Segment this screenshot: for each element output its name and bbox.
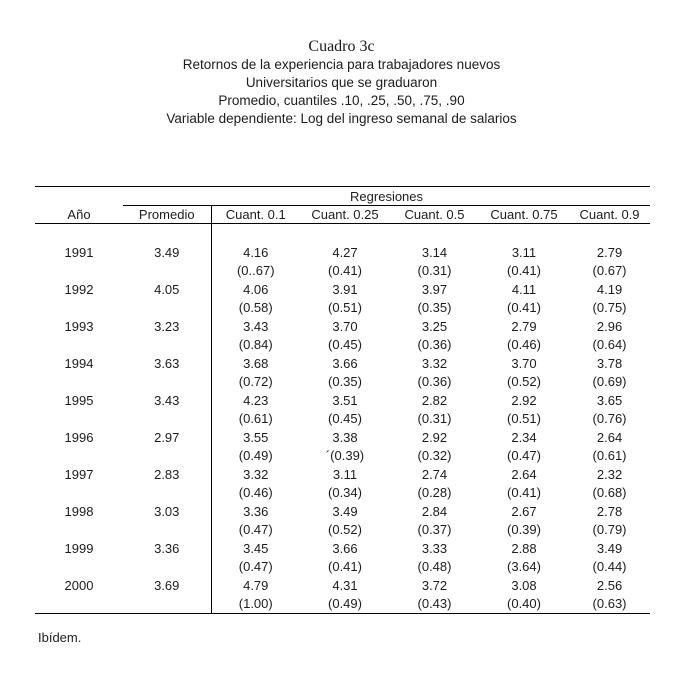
quantile-value-cell: 3.70 <box>332 318 358 334</box>
year-cell: 1998 <box>64 503 94 519</box>
quantile-value-cell: 3.70 <box>511 355 537 371</box>
quantile-se-cell: (0.35) <box>328 374 362 390</box>
quantile-se-cell: (0.41) <box>507 485 541 501</box>
subtitle-line-4: Variable dependiente: Log del ingreso semanal de salarios <box>166 111 517 126</box>
regression-table <box>35 186 650 614</box>
promedio-cell: 2.97 <box>154 429 180 445</box>
year-cell: 1994 <box>64 355 94 371</box>
quantile-se-cell: ´(0.39) <box>325 448 365 464</box>
empty-cell <box>35 595 123 614</box>
quantile-se-cell: (3.64) <box>507 559 541 575</box>
quantile-value-cell: 2.32 <box>596 466 623 482</box>
quantile-value-cell: 2.67 <box>511 503 537 519</box>
quantile-value-cell: 3.36 <box>211 502 300 521</box>
quantile-se-cell: (0.28) <box>417 485 452 501</box>
empty-cell <box>35 447 123 466</box>
quantile-se-cell: (0.44) <box>592 559 627 575</box>
quantile-se-cell: (0.67) <box>592 263 627 279</box>
year-se-row <box>35 484 650 503</box>
year-cell: 1999 <box>64 540 94 556</box>
empty-cell <box>35 484 123 503</box>
quantile-value-cell: 4.31 <box>332 577 358 593</box>
quantile-value-cell: 3.66 <box>332 355 358 371</box>
quantile-se-cell: (0.45) <box>328 337 362 353</box>
year-se-row <box>35 373 650 392</box>
quantile-value-cell: 3.08 <box>511 577 537 593</box>
year-se-row <box>35 447 650 466</box>
quantile-value-cell: 3.25 <box>421 318 448 334</box>
quantile-value-cell: 2.64 <box>511 466 537 482</box>
quantile-se-cell: (0.41) <box>328 559 362 575</box>
quantile-value-cell: 3.91 <box>332 281 358 297</box>
quantile-se-cell: (0.52) <box>328 522 362 538</box>
quantile-se-cell: (0.41) <box>507 300 541 316</box>
year-se-row <box>35 299 650 318</box>
quantile-value-cell: 2.92 <box>511 392 537 408</box>
quantile-value-cell: 3.49 <box>332 503 358 519</box>
quantile-se-cell: (0.51) <box>328 300 362 316</box>
year-se-row <box>35 262 650 281</box>
empty-cell <box>123 373 211 392</box>
quantile-se-cell: (0.46) <box>211 484 300 503</box>
quantile-se-cell: (0.45) <box>328 411 362 427</box>
year-value-row <box>35 428 650 447</box>
quantile-se-cell: (0.84) <box>211 336 300 355</box>
year-cell: 1991 <box>64 244 94 260</box>
quantile-value-cell: 3.78 <box>596 355 623 371</box>
quantile-value-cell: 3.38 <box>332 429 358 445</box>
quantile-value-cell: 2.78 <box>596 503 623 519</box>
quantile-value-cell: 3.55 <box>211 428 300 447</box>
quantile-value-cell: 3.32 <box>421 355 448 371</box>
quantile-se-cell: (0.51) <box>507 411 541 427</box>
promedio-cell: 4.05 <box>154 281 180 297</box>
empty-cell <box>35 299 123 318</box>
spacer-row <box>35 224 650 244</box>
year-value-row <box>35 354 650 373</box>
year-se-row <box>35 521 650 540</box>
quantile-value-cell: 3.66 <box>332 540 358 556</box>
quantile-se-cell: (0.34) <box>328 485 362 501</box>
empty-cell <box>123 595 211 614</box>
column-header-cuant-01: Cuant. 0.1 <box>211 206 300 224</box>
empty-cell <box>35 410 123 429</box>
year-cell: 1995 <box>64 392 94 408</box>
quantile-se-cell: (0.79) <box>592 522 627 538</box>
quantile-se-cell: (0.69) <box>592 374 627 390</box>
year-se-row <box>35 558 650 577</box>
promedio-cell: 3.36 <box>154 540 180 556</box>
group-header-spacer <box>35 187 123 206</box>
promedio-cell: 2.83 <box>154 466 180 482</box>
year-value-row <box>35 576 650 595</box>
quantile-se-cell: (0.35) <box>417 300 452 316</box>
quantile-value-cell: 2.82 <box>421 392 448 408</box>
quantile-value-cell: 2.74 <box>421 466 448 482</box>
empty-cell <box>35 262 123 281</box>
quantile-value-cell: 3.32 <box>211 465 300 484</box>
quantile-se-cell: (0.72) <box>211 373 300 392</box>
quantile-value-cell: 4.06 <box>211 280 300 299</box>
quantile-value-cell: 4.16 <box>211 243 300 262</box>
quantile-value-cell: 3.65 <box>596 392 623 408</box>
quantile-value-cell: 2.79 <box>511 318 537 334</box>
quantile-value-cell: 4.27 <box>332 244 358 260</box>
quantile-value-cell: 3.97 <box>421 281 448 297</box>
quantile-se-cell: (0.37) <box>417 522 452 538</box>
year-cell: 2000 <box>64 577 94 593</box>
quantile-se-cell: (0.49) <box>300 595 390 614</box>
quantile-se-cell: (0..67) <box>211 262 300 281</box>
quantile-value-cell: 4.19 <box>596 281 623 297</box>
year-se-row <box>35 410 650 429</box>
year-value-row <box>35 539 650 558</box>
year-value-row <box>35 317 650 336</box>
table-head <box>35 187 650 244</box>
regressions-group-header: Regresiones <box>123 187 650 206</box>
quantile-value-cell: 3.49 <box>596 540 623 556</box>
quantile-se-cell: (0.75) <box>592 300 627 316</box>
quantile-value-cell: 3.45 <box>211 539 300 558</box>
quantile-value-cell: 3.68 <box>211 354 300 373</box>
quantile-se-cell: (0.48) <box>417 559 452 575</box>
subtitle-line-2: Universitarios que se graduaron <box>245 75 438 90</box>
promedio-cell: 3.63 <box>154 355 180 371</box>
quantile-se-cell: (0.36) <box>417 374 452 390</box>
quantile-se-cell: (0.43) <box>390 595 479 614</box>
quantile-se-cell: (0.61) <box>592 448 627 464</box>
quantile-value-cell: 2.84 <box>421 503 448 519</box>
quantile-se-cell: (0.39) <box>507 522 541 538</box>
table-number-title: Cuadro 3c <box>308 38 375 55</box>
year-se-row <box>35 336 650 355</box>
quantile-se-cell: (0.47) <box>211 558 300 577</box>
quantile-se-cell: (0.32) <box>417 448 452 464</box>
column-header-cuant-09: Cuant. 0.9 <box>569 206 650 224</box>
year-value-row <box>35 391 650 410</box>
quantile-se-cell: (0.68) <box>592 485 627 501</box>
empty-cell <box>123 299 211 318</box>
year-cell: 1992 <box>64 281 94 297</box>
empty-cell <box>123 484 211 503</box>
year-value-row <box>35 280 650 299</box>
quantile-value-cell: 2.96 <box>596 318 623 334</box>
promedio-cell: 3.43 <box>154 392 180 408</box>
quantile-se-cell: (0.40) <box>479 595 569 614</box>
empty-cell <box>123 521 211 540</box>
column-header-year: Año <box>35 206 123 224</box>
empty-cell <box>35 521 123 540</box>
footer-note: Ibídem. <box>38 630 82 645</box>
quantile-value-cell: 3.33 <box>421 540 448 556</box>
quantile-value-cell: 3.14 <box>421 244 448 260</box>
table-body <box>35 243 650 614</box>
promedio-cell: 3.69 <box>154 577 180 593</box>
quantile-se-cell: (0.52) <box>507 374 541 390</box>
column-header-cuant-05: Cuant. 0.5 <box>390 206 479 224</box>
group-header-row <box>35 187 650 206</box>
subtitle-line-1: Retornos de la experiencia para trabajadores nuevos <box>182 57 501 72</box>
quantile-value-cell: 2.79 <box>596 244 623 260</box>
quantile-se-cell: (0.31) <box>417 411 452 427</box>
column-header-promedio: Promedio <box>123 206 211 224</box>
empty-cell <box>35 373 123 392</box>
quantile-se-cell: (0.47) <box>211 521 300 540</box>
title-block <box>0 0 683 128</box>
promedio-cell: 3.03 <box>154 503 180 519</box>
quantile-value-cell: 3.11 <box>332 466 358 482</box>
empty-cell <box>123 262 211 281</box>
column-header-cuant-075: Cuant. 0.75 <box>479 206 569 224</box>
quantile-se-cell: (0.31) <box>417 263 452 279</box>
year-value-row <box>35 243 650 262</box>
quantile-value-cell: 2.34 <box>511 429 537 445</box>
quantile-value-cell: 3.43 <box>211 317 300 336</box>
year-value-row <box>35 465 650 484</box>
promedio-cell: 3.23 <box>154 318 180 334</box>
quantile-se-cell: (0.46) <box>507 337 541 353</box>
quantile-value-cell: 4.23 <box>211 391 300 410</box>
year-se-row <box>35 595 650 614</box>
subtitle-line-3: Promedio, cuantiles .10, .25, .50, .75, .90 <box>218 93 465 108</box>
quantile-se-cell: (0.63) <box>569 595 650 614</box>
quantile-value-cell: 3.72 <box>421 577 448 593</box>
quantile-se-cell: (0.36) <box>417 337 452 353</box>
quantile-value-cell: 4.11 <box>511 281 537 297</box>
quantile-value-cell: 3.51 <box>332 392 358 408</box>
quantile-value-cell: 4.79 <box>211 576 300 595</box>
quantile-se-cell: (1.00) <box>211 595 300 614</box>
quantile-se-cell: (0.61) <box>211 410 300 429</box>
year-cell: 1993 <box>64 318 94 334</box>
quantile-se-cell: (0.41) <box>328 263 362 279</box>
quantile-se-cell: (0.49) <box>211 447 300 466</box>
quantile-value-cell: 2.64 <box>596 429 623 445</box>
year-cell: 1997 <box>64 466 94 482</box>
column-header-row <box>35 206 650 224</box>
quantile-se-cell: (0.76) <box>592 411 627 427</box>
quantile-se-cell: (0.47) <box>507 448 541 464</box>
quantile-se-cell: (0.41) <box>507 263 541 279</box>
quantile-value-cell: 2.92 <box>421 429 448 445</box>
empty-cell <box>123 558 211 577</box>
empty-cell <box>123 336 211 355</box>
empty-cell <box>123 447 211 466</box>
year-cell: 1996 <box>64 429 94 445</box>
empty-cell <box>35 336 123 355</box>
quantile-se-cell: (0.58) <box>211 299 300 318</box>
quantile-value-cell: 3.11 <box>511 244 537 260</box>
promedio-cell: 3.49 <box>154 244 180 260</box>
empty-cell <box>35 558 123 577</box>
empty-cell <box>123 410 211 429</box>
quantile-se-cell: (0.64) <box>592 337 627 353</box>
quantile-value-cell: 2.56 <box>596 577 623 593</box>
year-value-row <box>35 502 650 521</box>
quantile-value-cell: 2.88 <box>511 540 537 556</box>
column-header-cuant-025: Cuant. 0.25 <box>300 206 390 224</box>
